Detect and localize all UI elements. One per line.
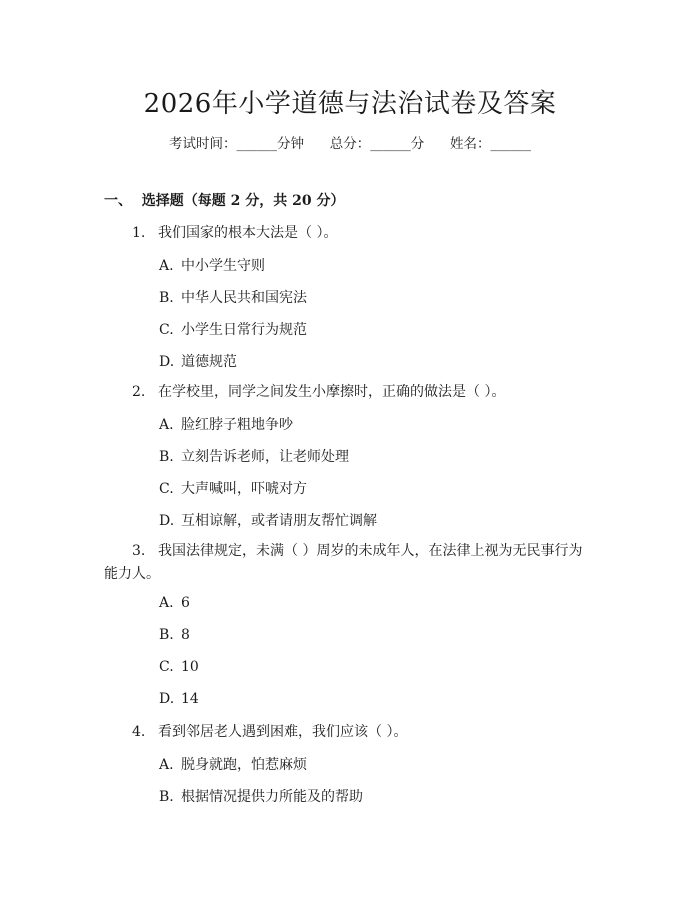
question-number: 3. [132,543,146,559]
option-4a [159,754,307,774]
time-blank: ______ [236,136,277,152]
option-text: 10 [181,659,199,675]
score-blank: ______ [370,136,411,152]
name-blank: ______ [490,136,531,152]
option-letter: A. [159,757,174,773]
name-label: 姓名： [450,136,491,152]
option-text: 6 [181,595,190,611]
option-2d [159,510,377,530]
option-letter: B. [159,627,174,643]
option-text: 小学生日常行为规范 [181,322,307,338]
option-text: 脸红脖子粗地争吵 [181,417,293,433]
option-2a [159,414,293,434]
option-2c [159,478,307,498]
section-title: 选择题（每题 2 分，共 20 分） [141,193,345,209]
option-letter: C. [159,322,174,338]
option-letter: C. [159,659,174,675]
option-2b [159,446,349,466]
option-letter: B. [159,789,174,805]
option-letter: C. [159,481,174,497]
option-letter: D. [159,513,175,529]
option-text: 大声喊叫，吓唬对方 [181,481,307,497]
option-1a [159,255,265,275]
option-4b [159,786,363,806]
option-text: 脱身就跑，怕惹麻烦 [181,757,307,773]
option-1b [159,287,307,307]
question-text: 看到邻居老人遇到困难，我们应该（ ）。 [158,724,408,740]
option-letter: A. [159,417,174,433]
question-text: 我们国家的根本大法是（ ）。 [158,225,338,241]
option-letter: B. [159,290,174,306]
question-2 [104,381,596,404]
option-text: 14 [181,691,199,707]
option-text: 互相谅解，或者请朋友帮忙调解 [181,513,377,529]
option-text: 中小学生守则 [181,258,265,274]
question-number: 1. [132,225,146,241]
option-letter: A. [159,258,174,274]
option-3a [159,595,190,611]
score-unit: 分 [410,136,425,152]
question-text: 我国法律规定，未满（ ）周岁的未成年人，在法律上视为无民事行为能力人。 [104,543,583,582]
option-3b [159,627,190,643]
option-1d [159,351,237,371]
exam-info-line [0,132,700,152]
option-text: 道德规范 [181,354,237,370]
option-letter: A. [159,595,174,611]
option-3d [159,691,199,707]
question-number: 2. [132,384,146,400]
option-text: 根据情况提供力所能及的帮助 [181,789,363,805]
section-number: 一、 [104,193,132,209]
option-letter: B. [159,449,174,465]
question-3 [104,540,596,586]
option-3c [159,659,199,675]
question-number: 4. [132,724,146,740]
question-text: 在学校里，同学之间发生小摩擦时，正确的做法是（ ）。 [158,384,506,400]
option-text: 立刻告诉老师，让老师处理 [181,449,349,465]
time-unit: 分钟 [277,136,304,152]
question-1 [104,222,596,245]
question-4 [104,721,596,744]
option-letter: D. [159,354,175,370]
time-label: 考试时间： [169,136,237,152]
option-1c [159,319,307,339]
option-text: 中华人民共和国宪法 [181,290,307,306]
section-heading [104,190,344,210]
page-title: 2026年小学道德与法治试卷及答案 [143,89,557,119]
option-letter: D. [159,691,175,707]
score-label: 总分： [329,136,371,152]
option-text: 8 [181,627,190,643]
